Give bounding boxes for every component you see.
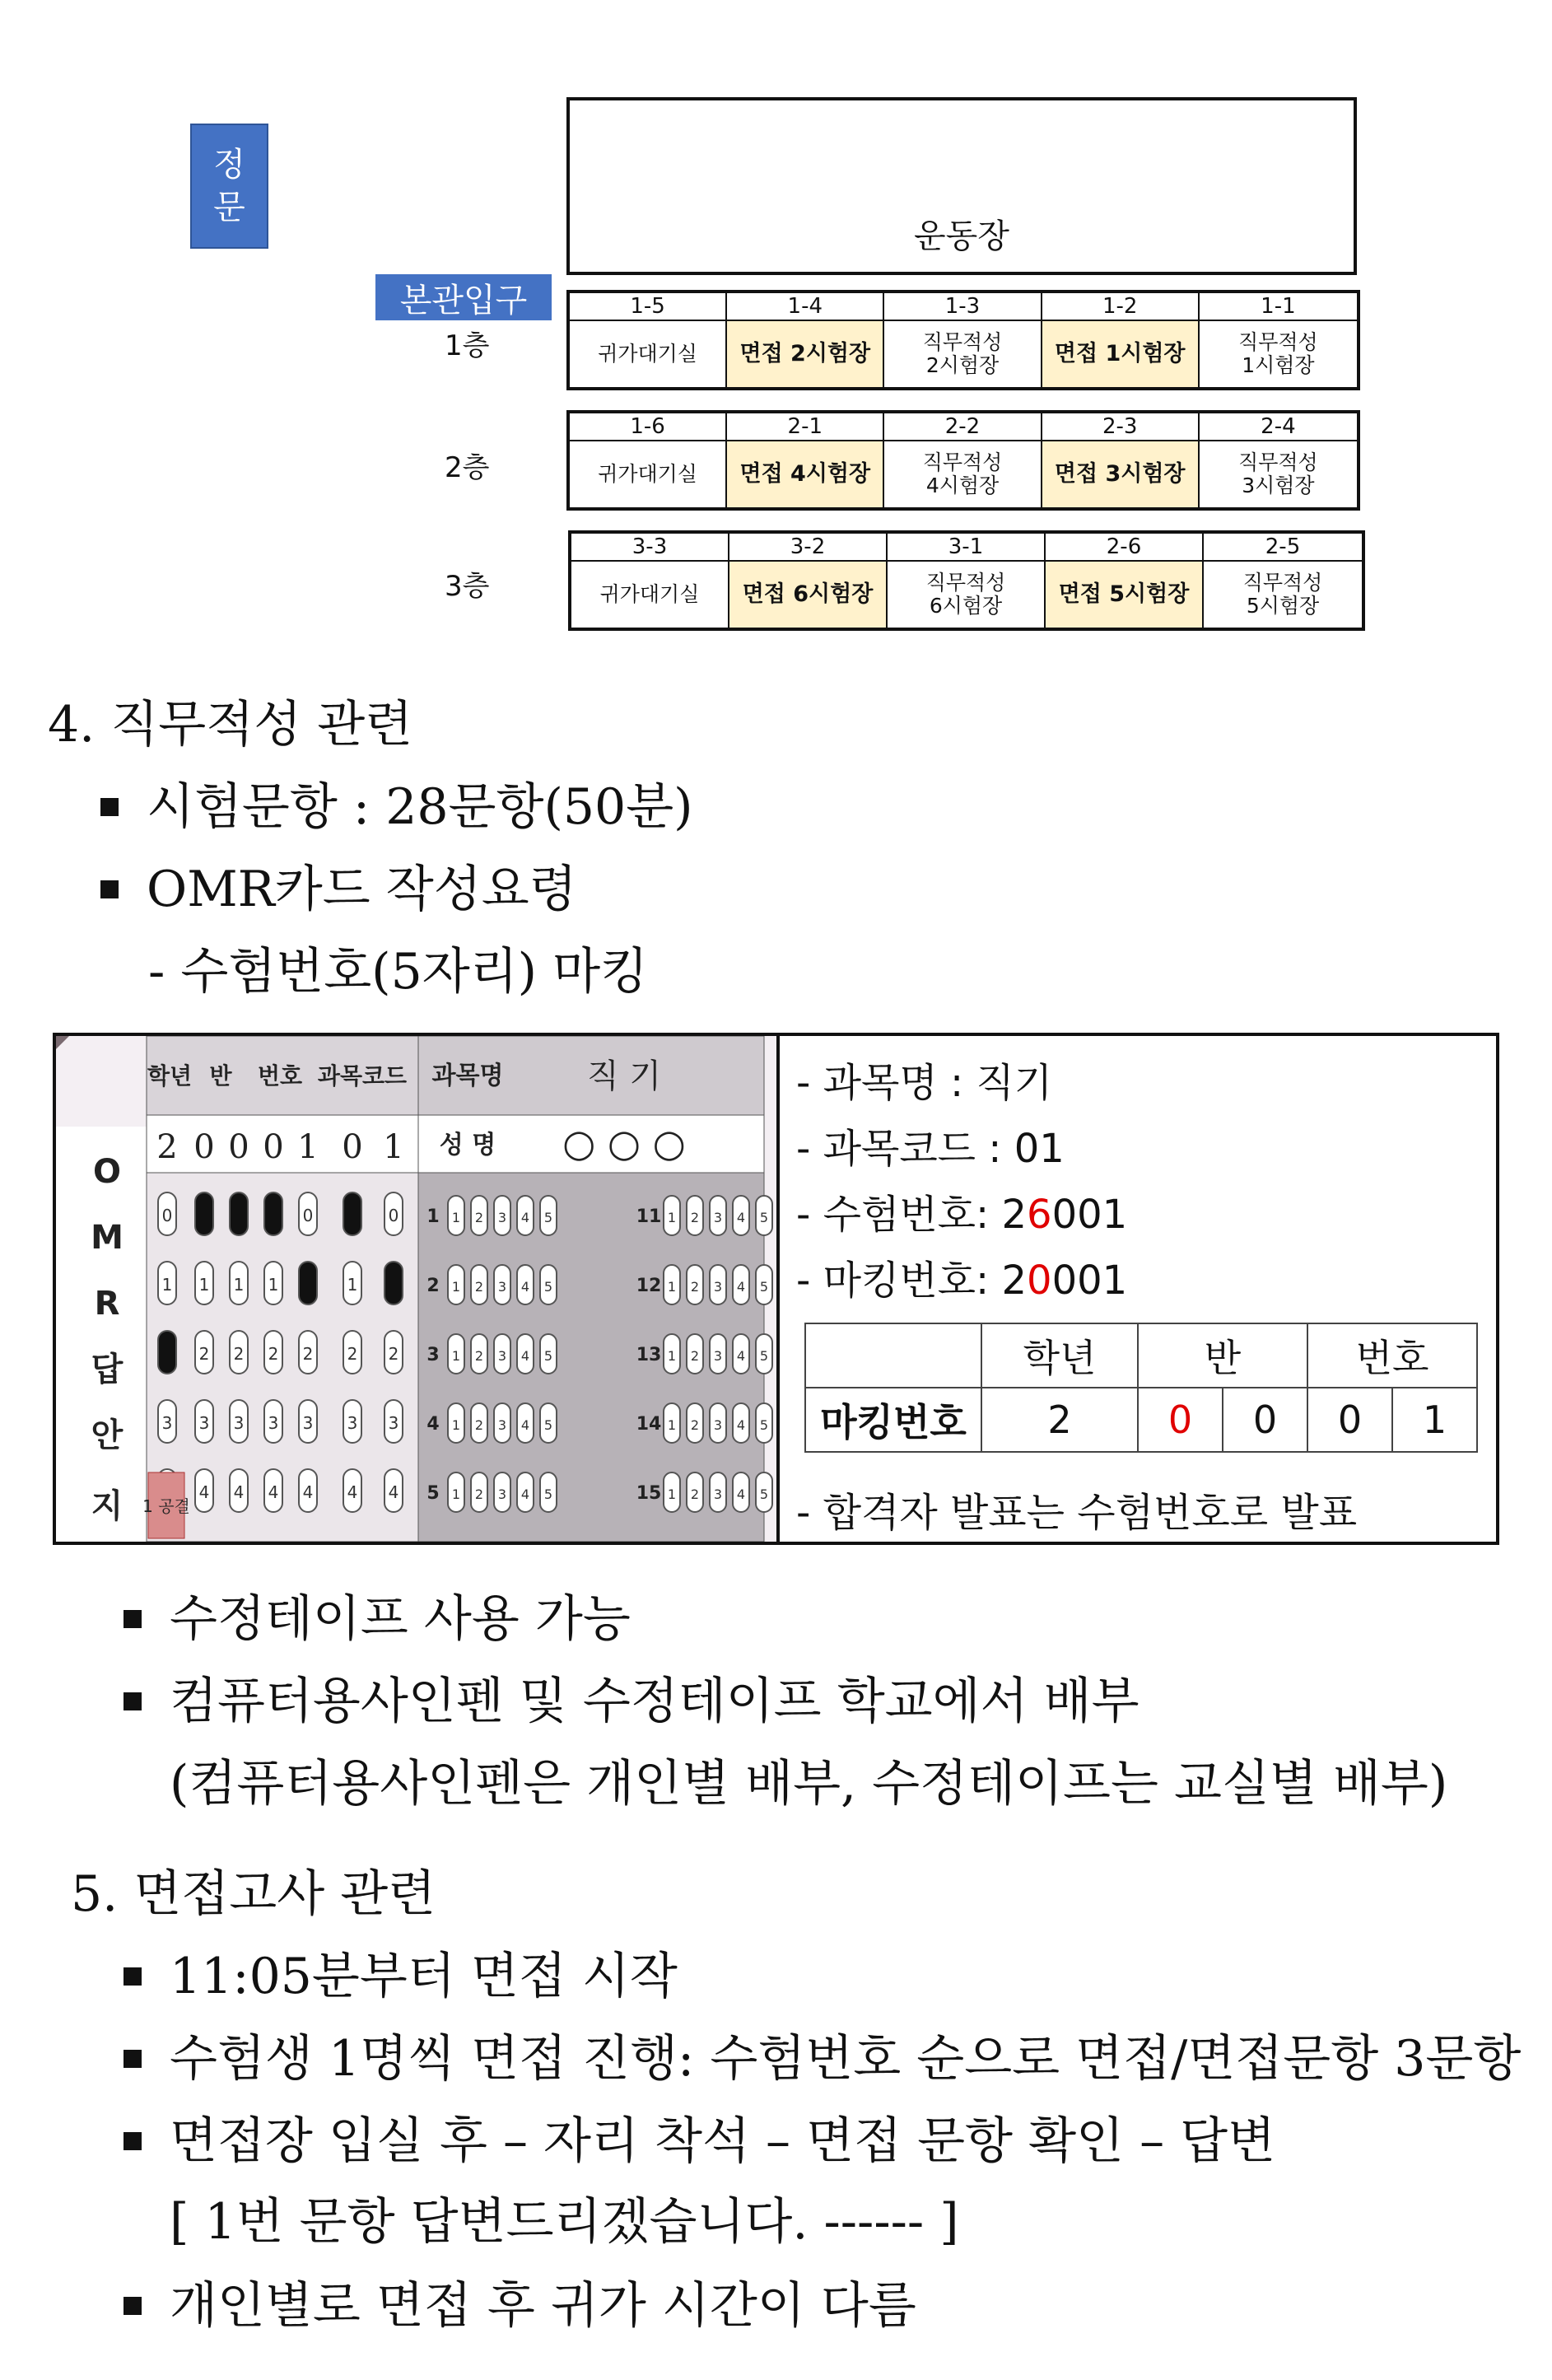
question-number: 5: [426, 1483, 440, 1504]
answer-bubble-digit: 1: [667, 1279, 677, 1295]
table-cell: [805, 1323, 981, 1388]
answer-bubble-digit: 2: [690, 1348, 700, 1364]
room-number: 1-4: [727, 293, 884, 321]
answer-bubble-digit: 2: [474, 1486, 484, 1502]
answer-bubble-digit: 3: [713, 1486, 723, 1502]
table-cell-highlight: 0: [1138, 1388, 1223, 1452]
answer-bubble-digit: 3: [713, 1210, 723, 1225]
answer-bubble-digit: 3: [713, 1417, 723, 1433]
answer-bubble-digit: 4: [520, 1279, 530, 1295]
answer-bubble-digit: 3: [497, 1486, 507, 1502]
room-number: 3-3: [571, 534, 729, 562]
bubble-digit: 3: [302, 1413, 314, 1433]
info-value: 001: [1051, 1258, 1128, 1304]
room-number: 1-1: [1200, 293, 1357, 321]
answer-bubble-digit: 3: [497, 1279, 507, 1295]
item-text: 면접장 입실 후 – 자리 착석 – 면접 문항 확인 – 답변: [170, 2112, 1276, 2170]
floor-label: 1층: [445, 329, 490, 362]
section-5-item: [124, 2266, 916, 2337]
name-value: ○ ○ ○: [562, 1121, 686, 1165]
bubble-digit: 1: [233, 1275, 245, 1295]
room-number: 2-3: [1042, 413, 1200, 441]
answer-bubble-digit: 5: [759, 1486, 769, 1502]
room-number: 1-6: [570, 413, 727, 441]
section-4-item: [124, 1580, 631, 1650]
item-text: 컴퓨터용사인펜 및 수정테이프 학교에서 배부: [170, 1673, 1140, 1730]
room-number: 1-3: [884, 293, 1042, 321]
section-4-heading: 4. 직무적성 관련: [48, 696, 413, 754]
bubble-digit: 1: [268, 1275, 279, 1295]
answer-bubble-digit: 2: [690, 1417, 700, 1433]
info-label: - 과목명 :: [796, 1060, 976, 1106]
result-announcement-note: - 합격자 발표는 수험번호로 발표: [796, 1490, 1358, 1536]
bubble-digit: 3: [347, 1413, 358, 1433]
bubble-digit: 3: [233, 1413, 245, 1433]
absence-flag: 1 공결: [142, 1496, 190, 1516]
room-number: 1-2: [1042, 293, 1200, 321]
bubble-digit: 0: [302, 1206, 314, 1225]
room-name: 귀가대기실: [570, 321, 727, 387]
answer-bubble-digit: 2: [474, 1417, 484, 1433]
answer-bubble-digit: 4: [736, 1210, 746, 1225]
info-value: 직기: [976, 1060, 1053, 1106]
bubble-digit: 2: [268, 1344, 279, 1364]
room-number: 2-1: [727, 413, 884, 441]
info-label: - 과목코드 :: [796, 1126, 1014, 1172]
bubble-digit: 0: [161, 1206, 173, 1225]
room-name: 직무적성 4시험장: [884, 441, 1042, 507]
room-name: 면접 5시험장: [1046, 562, 1204, 628]
bubble-digit: 0: [388, 1206, 399, 1225]
header-number: 번호: [257, 1062, 303, 1090]
bubble-digit: 3: [268, 1413, 279, 1433]
section-4-item: [124, 1662, 1140, 1733]
answer-bubble-digit: 4: [520, 1417, 530, 1433]
room-number: 3-2: [729, 534, 888, 562]
info-value: 2: [1001, 1258, 1028, 1304]
answer-bubble-digit: 4: [736, 1486, 746, 1502]
table-header: 반: [1138, 1323, 1307, 1388]
item-text: 수정테이프 사용 가능: [170, 1590, 631, 1648]
answer-bubble-digit: 5: [543, 1279, 553, 1295]
room-name: 면접 6시험장: [729, 562, 888, 628]
room-name: 직무적성 5시험장: [1242, 571, 1323, 618]
floor-2-rooms: [566, 410, 1360, 511]
question-number: 4: [426, 1414, 440, 1435]
info-subject-name: [796, 1051, 1052, 1108]
room-name: 면접 2시험장: [727, 321, 884, 387]
info-label: - 마킹번호:: [796, 1258, 1002, 1304]
answer-bubble-digit: 1: [451, 1210, 461, 1225]
bubble-digit: 3: [198, 1413, 210, 1433]
answer-bubble-digit: 3: [497, 1210, 507, 1225]
section-5-example: [ 1번 문항 답변드리겠습니다. ------ ]: [170, 2193, 959, 2251]
bubble-digit: 3: [161, 1413, 173, 1433]
question-number: 11: [636, 1206, 662, 1227]
question-number: 3: [426, 1345, 440, 1365]
answer-bubble-digit: 4: [736, 1348, 746, 1364]
side-title-char: 지: [91, 1487, 124, 1525]
answer-bubble-digit: 3: [713, 1279, 723, 1295]
answer-bubble-digit: 1: [667, 1486, 677, 1502]
room-number: 1-5: [570, 293, 727, 321]
answer-bubble-digit: 3: [497, 1348, 507, 1364]
section-5-heading: 5. 면접고사 관련: [71, 1865, 436, 1923]
answer-bubble-digit: 5: [543, 1417, 553, 1433]
question-number: 15: [636, 1483, 662, 1504]
square-bullet-icon: [124, 2050, 142, 2068]
room-name: 귀가대기실: [570, 441, 727, 507]
name-label: 성 명: [439, 1131, 496, 1160]
info-value-highlight: 6: [1027, 1192, 1052, 1238]
answer-bubble-digit: 4: [520, 1486, 530, 1502]
question-number: 1: [426, 1206, 440, 1227]
main-building-entrance: 본관입구: [375, 274, 552, 320]
playground: [566, 97, 1357, 275]
gate-char: 정: [213, 146, 245, 184]
main-gate-label: [190, 124, 268, 249]
room-number: 3-1: [888, 534, 1046, 562]
answer-bubble-digit: 1: [667, 1210, 677, 1225]
marked-bubble: [230, 1192, 248, 1235]
answer-bubble-digit: 4: [736, 1279, 746, 1295]
bubble-digit: 2: [198, 1344, 210, 1364]
section-5-item: [124, 2102, 1275, 2172]
bubble-digit: 4: [347, 1482, 358, 1502]
info-subject-code: [796, 1117, 1065, 1174]
room-name: 직무적성 2시험장: [884, 321, 1042, 387]
square-bullet-icon: [100, 798, 119, 816]
square-bullet-icon: [124, 1692, 142, 1710]
answer-bubble-digit: 5: [543, 1210, 553, 1225]
bubble-digit: 2: [233, 1344, 245, 1364]
answer-bubble-digit: 1: [451, 1279, 461, 1295]
digit: 0: [193, 1128, 215, 1166]
info-value: 001: [1051, 1192, 1128, 1238]
header-subject-code: 과목코드: [317, 1062, 408, 1090]
digit: 0: [342, 1128, 363, 1166]
answer-bubble-digit: 5: [543, 1348, 553, 1364]
room-number: 2-4: [1200, 413, 1357, 441]
playground-label: 운동장: [914, 217, 1009, 255]
answer-bubble-digit: 2: [690, 1279, 700, 1295]
answer-bubble-digit: 5: [759, 1348, 769, 1364]
square-bullet-icon: [124, 2297, 142, 2315]
section-5-item: [124, 2019, 1521, 2090]
floor-label: 2층: [445, 451, 490, 484]
answer-bubble-digit: 1: [451, 1486, 461, 1502]
answer-bubble-digit: 2: [474, 1279, 484, 1295]
side-title-char: O: [92, 1153, 122, 1191]
answer-bubble-digit: 1: [667, 1417, 677, 1433]
marked-bubble: [195, 1192, 213, 1235]
answer-bubble-digit: 5: [543, 1486, 553, 1502]
bubble-digit: 1: [347, 1275, 358, 1295]
digit: 0: [263, 1128, 284, 1166]
info-value: 01: [1014, 1126, 1065, 1172]
bubble-digit: 1: [161, 1275, 173, 1295]
digit: 2: [156, 1128, 178, 1166]
info-exam-number: [796, 1183, 1127, 1239]
section-5-item: [124, 1937, 678, 2008]
info-value: 2: [1001, 1192, 1028, 1238]
header-subject-name: 과목명: [431, 1062, 504, 1090]
side-title-char: 답: [91, 1351, 124, 1388]
digit: 0: [228, 1128, 249, 1166]
bubble-digit: 4: [233, 1482, 245, 1502]
marked-bubble: [299, 1262, 317, 1304]
info-marking-number: [796, 1248, 1127, 1305]
answer-bubble-digit: 2: [690, 1486, 700, 1502]
answer-bubble-digit: 5: [759, 1417, 769, 1433]
answer-bubble-digit: 5: [759, 1279, 769, 1295]
info-value-highlight: 0: [1027, 1258, 1052, 1304]
item-text: 수험생 1명씩 면접 진행: 수험번호 순으로 면접/면접문항 3문항: [170, 2030, 1522, 2088]
marked-bubble: [343, 1192, 361, 1235]
bubble-digit: 4: [198, 1482, 210, 1502]
question-number: 2: [426, 1276, 440, 1296]
room-name: 직무적성 6시험장: [888, 562, 1046, 628]
section-4-note: (컴퓨터용사인펜은 개인별 배부, 수정테이프는 교실별 배부): [170, 1755, 1448, 1813]
room-name: 귀가대기실: [571, 562, 729, 628]
answer-bubble-digit: 4: [736, 1417, 746, 1433]
bubble-digit: 4: [388, 1482, 399, 1502]
item-text: OMR카드 작성요령: [147, 861, 577, 918]
marked-bubble: [264, 1192, 282, 1235]
marked-bubble: [385, 1262, 403, 1304]
omr-card-photo: [56, 1036, 780, 1542]
table-row: [805, 1388, 1477, 1452]
bubble-digit: 1: [198, 1275, 210, 1295]
side-title-char: R: [94, 1285, 120, 1323]
answer-bubble-digit: 4: [520, 1348, 530, 1364]
square-bullet-icon: [124, 1610, 142, 1628]
room-number: 2-6: [1046, 534, 1204, 562]
digit: 1: [383, 1128, 404, 1166]
room-name: 면접 1시험장: [1042, 321, 1200, 387]
table-cell: 0: [1223, 1388, 1307, 1452]
subject-name-written: 직 기: [587, 1057, 661, 1095]
table-header: 학년: [981, 1323, 1138, 1388]
bubble-digit: 3: [388, 1413, 399, 1433]
omr-instructions: [780, 1036, 1496, 1542]
bubble-digit: 2: [388, 1344, 399, 1364]
room-name: 직무적성 1시험장: [1238, 330, 1318, 377]
answer-bubble-digit: 1: [451, 1348, 461, 1364]
answer-bubble-digit: 3: [713, 1348, 723, 1364]
question-number: 13: [636, 1345, 662, 1365]
section-4-item: [100, 850, 577, 921]
bubble-digit: 2: [347, 1344, 358, 1364]
item-text: 개인별로 면접 후 귀가 시간이 다름: [170, 2277, 916, 2335]
answer-bubble-digit: 4: [520, 1210, 530, 1225]
bubble-digit: 4: [268, 1482, 279, 1502]
answer-bubble-digit: 2: [474, 1348, 484, 1364]
answer-bubble-digit: 2: [474, 1210, 484, 1225]
room-name: 면접 4시험장: [727, 441, 884, 507]
header-grade: 학년: [147, 1062, 193, 1090]
item-text: 시험문항 : 28문항(50분): [147, 778, 693, 836]
table-cell: 2: [981, 1388, 1138, 1452]
floor-label: 3층: [445, 570, 490, 603]
marked-bubble: [158, 1331, 176, 1374]
table-header: 번호: [1307, 1323, 1477, 1388]
square-bullet-icon: [100, 880, 119, 898]
section-4-sub: - 수험번호(5자리) 마킹: [148, 943, 649, 1001]
answer-bubble-digit: 1: [451, 1417, 461, 1433]
square-bullet-icon: [124, 2132, 142, 2150]
room-number: 2-2: [884, 413, 1042, 441]
table-row-label: 마킹번호: [805, 1388, 981, 1452]
answer-bubble-digit: 3: [497, 1417, 507, 1433]
side-title-char: 안: [91, 1416, 124, 1454]
question-number: 14: [636, 1414, 662, 1435]
question-number: 12: [636, 1276, 662, 1296]
bubble-digit: 2: [302, 1344, 314, 1364]
side-title-char: M: [91, 1219, 124, 1257]
info-label: - 수험번호:: [796, 1192, 1002, 1238]
marking-number-table: [804, 1323, 1478, 1453]
answer-bubble-digit: 1: [667, 1348, 677, 1364]
bubble-digit: 4: [302, 1482, 314, 1502]
square-bullet-icon: [124, 1967, 142, 1986]
floor-1-rooms: [566, 290, 1360, 390]
answer-bubble-digit: 2: [690, 1210, 700, 1225]
room-number: 2-5: [1204, 534, 1362, 562]
section-4-item: [100, 768, 693, 838]
room-name: 면접 3시험장: [1042, 441, 1200, 507]
answer-bubble-digit: 5: [759, 1210, 769, 1225]
digit: 1: [297, 1128, 319, 1166]
omr-card-drawing: [56, 1036, 776, 1542]
table-row: [805, 1323, 1477, 1388]
header-class: 반: [209, 1062, 232, 1090]
table-cell: 1: [1392, 1388, 1477, 1452]
floor-3-rooms: [568, 530, 1365, 631]
table-cell: 0: [1307, 1388, 1392, 1452]
item-text: 11:05분부터 면접 시작: [170, 1948, 678, 2005]
gate-char: 문: [213, 189, 245, 226]
room-name: 직무적성 3시험장: [1238, 450, 1318, 497]
